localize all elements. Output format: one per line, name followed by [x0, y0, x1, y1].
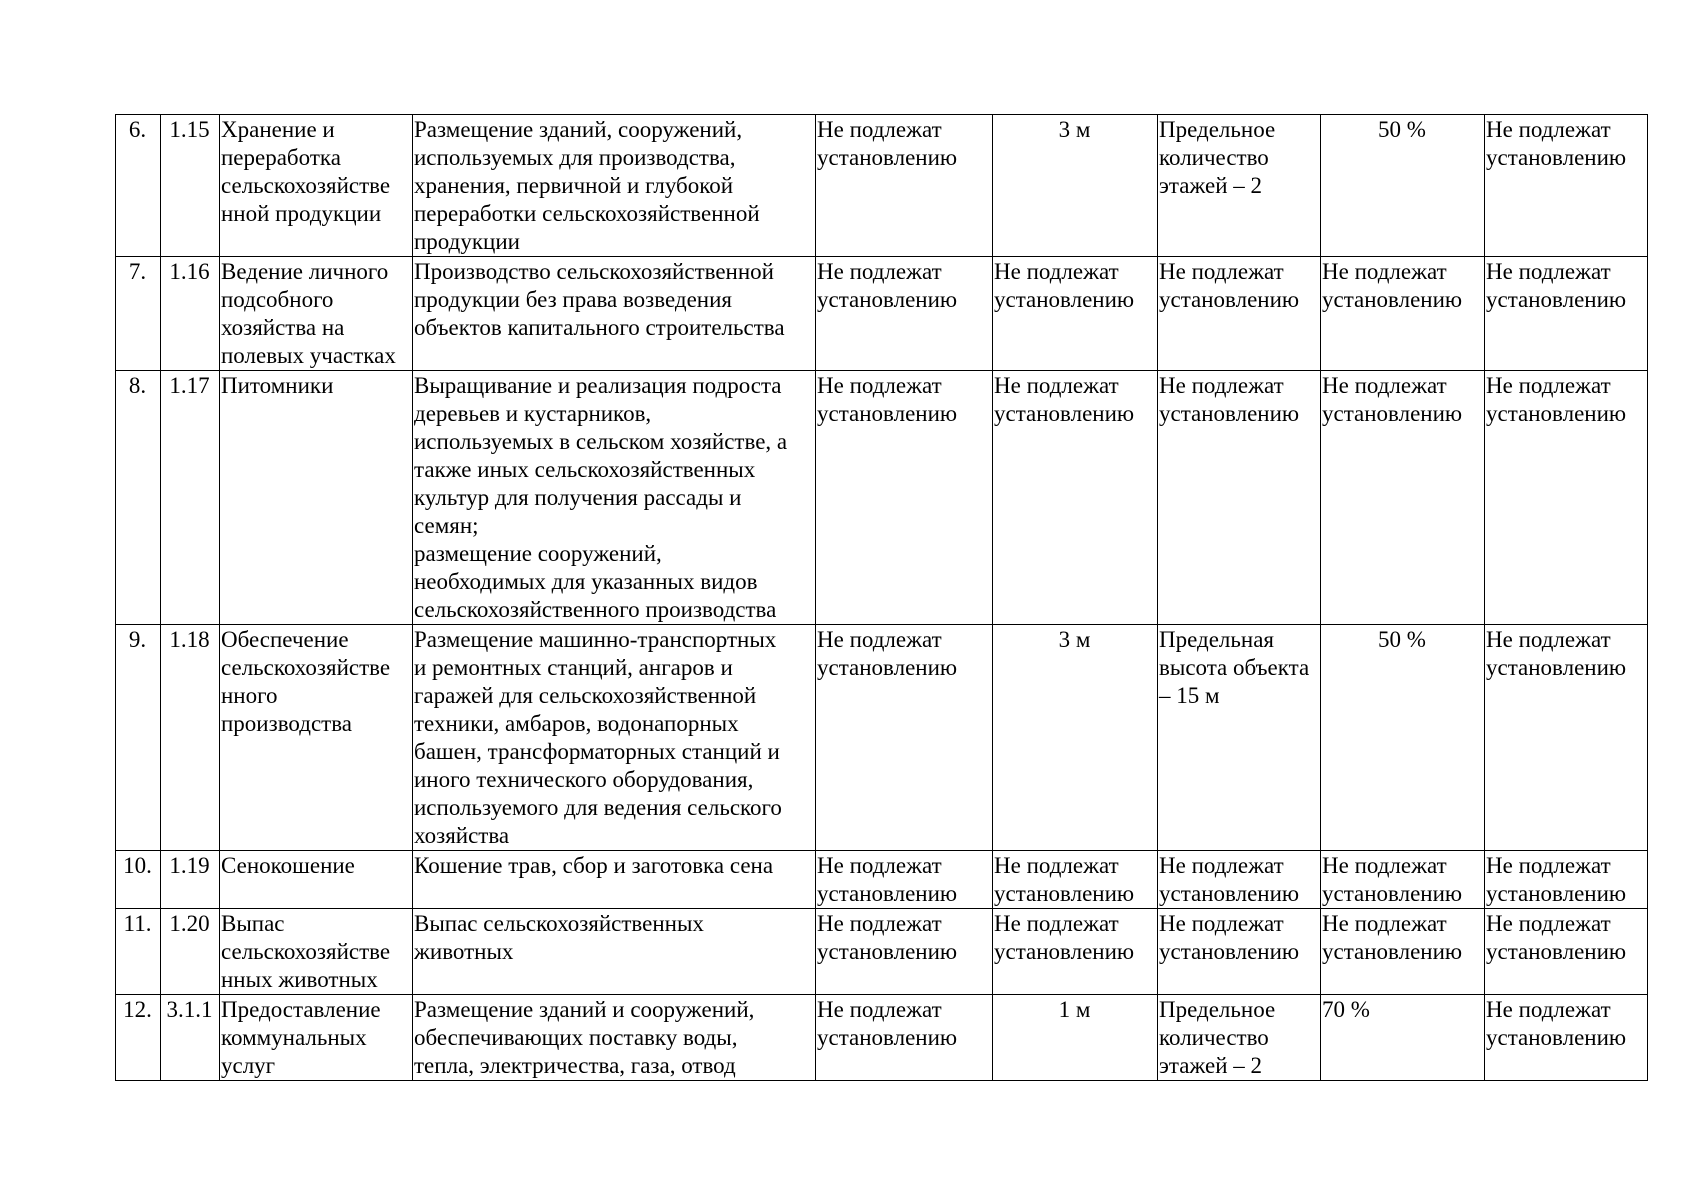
parameter-cell-5: Не подлежат установлению	[1485, 115, 1648, 257]
parameter-cell-2: 1 м	[993, 995, 1158, 1081]
parameter-cell-1: Не подлежат установлению	[816, 909, 993, 995]
parameter-cell-4: Не подлежат установлению	[1321, 257, 1485, 371]
table-row	[116, 371, 1648, 625]
parameter-cell-5: Не подлежат установлению	[1485, 909, 1648, 995]
use-name-cell: Выпас сельскохозяйстве нных животных	[220, 909, 413, 995]
description-cell: Размещение зданий и сооружений, обеспечивающих поставку воды, тепла, электричества, газа, отвод	[413, 995, 816, 1081]
row-number-cell: 11.	[116, 909, 161, 995]
parameter-cell-4: Не подлежат установлению	[1321, 371, 1485, 625]
table-row	[116, 995, 1648, 1081]
parameter-cell-1: Не подлежат установлению	[816, 995, 993, 1081]
table-row	[116, 909, 1648, 995]
table-row	[116, 257, 1648, 371]
parameter-cell-5: Не подлежат установлению	[1485, 371, 1648, 625]
parameter-cell-3: Не подлежат установлению	[1158, 371, 1321, 625]
row-number-cell: 6.	[116, 115, 161, 257]
code-cell: 1.18	[161, 625, 220, 851]
parameter-cell-3: Предельное количество этажей – 2	[1158, 995, 1321, 1081]
parameter-cell-2: Не подлежат установлению	[993, 851, 1158, 909]
parameter-cell-1: Не подлежат установлению	[816, 851, 993, 909]
parameter-cell-2: Не подлежат установлению	[993, 909, 1158, 995]
parameter-cell-4: Не подлежат установлению	[1321, 851, 1485, 909]
parameter-cell-3: Не подлежат установлению	[1158, 909, 1321, 995]
parameter-cell-4: 50 %	[1321, 115, 1485, 257]
use-name-cell: Ведение личного подсобного хозяйства на полевых участках	[220, 257, 413, 371]
parameter-cell-3: Предельная высота объекта – 15 м	[1158, 625, 1321, 851]
use-name-cell: Питомники	[220, 371, 413, 625]
description-cell: Выпас сельскохозяйственных животных	[413, 909, 816, 995]
parameter-cell-4: Не подлежат установлению	[1321, 909, 1485, 995]
table-row	[116, 115, 1648, 257]
row-number-cell: 9.	[116, 625, 161, 851]
parameter-cell-5: Не подлежат установлению	[1485, 625, 1648, 851]
code-cell: 1.15	[161, 115, 220, 257]
code-cell: 1.19	[161, 851, 220, 909]
code-cell: 1.20	[161, 909, 220, 995]
parameter-cell-2: 3 м	[993, 625, 1158, 851]
parameter-cell-5: Не подлежат установлению	[1485, 995, 1648, 1081]
parameter-cell-3: Предельное количество этажей – 2	[1158, 115, 1321, 257]
parameter-cell-4: 50 %	[1321, 625, 1485, 851]
description-cell: Размещение машинно-транспортных и ремонтных станций, ангаров и гаражей для сельскохозяйственной техники, амбаров, водонапорных башен, трансформаторных станций и иного технического оборудования, используемого для ведения сельского хозяйства	[413, 625, 816, 851]
parameter-cell-2: 3 м	[993, 115, 1158, 257]
parameter-cell-4: 70 %	[1321, 995, 1485, 1081]
parameter-cell-1: Не подлежат установлению	[816, 625, 993, 851]
row-number-cell: 10.	[116, 851, 161, 909]
description-cell: Выращивание и реализация подроста деревьев и кустарников, используемых в сельском хозяйстве, а также иных сельскохозяйственных культур для получения рассады и семян; размещение сооружений, необходимых для указанных видов сельскохозяйственного производства	[413, 371, 816, 625]
description-cell: Кошение трав, сбор и заготовка сена	[413, 851, 816, 909]
use-name-cell: Предоставление коммунальных услуг	[220, 995, 413, 1081]
parameter-cell-5: Не подлежат установлению	[1485, 851, 1648, 909]
table-row	[116, 851, 1648, 909]
parameter-cell-2: Не подлежат установлению	[993, 257, 1158, 371]
table-row	[116, 625, 1648, 851]
parameter-cell-5: Не подлежат установлению	[1485, 257, 1648, 371]
description-cell: Производство сельскохозяйственной продукции без права возведения объектов капитального строительства	[413, 257, 816, 371]
use-name-cell: Обеспечение сельскохозяйстве нного производства	[220, 625, 413, 851]
parameter-cell-3: Не подлежат установлению	[1158, 851, 1321, 909]
code-cell: 3.1.1	[161, 995, 220, 1081]
parameter-cell-1: Не подлежат установлению	[816, 115, 993, 257]
parameter-cell-1: Не подлежат установлению	[816, 257, 993, 371]
regulations-table	[115, 114, 1648, 1081]
use-name-cell: Сенокошение	[220, 851, 413, 909]
table-body	[116, 115, 1648, 1081]
description-cell: Размещение зданий, сооружений, используемых для производства, хранения, первичной и глубокой переработки сельскохозяйственной продукции	[413, 115, 816, 257]
row-number-cell: 12.	[116, 995, 161, 1081]
parameter-cell-3: Не подлежат установлению	[1158, 257, 1321, 371]
parameter-cell-2: Не подлежат установлению	[993, 371, 1158, 625]
code-cell: 1.17	[161, 371, 220, 625]
row-number-cell: 8.	[116, 371, 161, 625]
use-name-cell: Хранение и переработка сельскохозяйстве нной продукции	[220, 115, 413, 257]
row-number-cell: 7.	[116, 257, 161, 371]
parameter-cell-1: Не подлежат установлению	[816, 371, 993, 625]
code-cell: 1.16	[161, 257, 220, 371]
